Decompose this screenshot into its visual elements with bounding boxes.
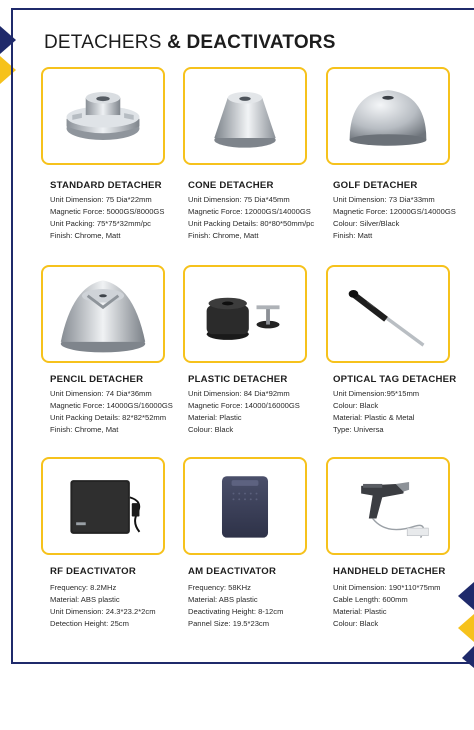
am-deactivator-image <box>183 457 307 555</box>
title-bold: DEACTIVATORS <box>186 32 336 53</box>
handheld-detacher-icon <box>328 459 448 553</box>
spec-line: Finish: Chrome, Matt <box>188 231 259 240</box>
optical-tag-detacher-specs <box>333 388 419 436</box>
optical-tag-detacher-icon <box>328 267 448 361</box>
standard-detacher-icon <box>43 69 163 163</box>
optical-tag-detacher-title: OPTICAL TAG DETACHER <box>333 374 457 385</box>
am-deactivator-title: AM DEACTIVATOR <box>188 566 277 577</box>
pencil-detacher-specs <box>50 388 173 436</box>
spec-line: Unit Packing Details: 82*82*52mm <box>50 413 167 422</box>
spec-line: Colour: Black <box>188 425 234 434</box>
spec-line: Colour: Silver/Black <box>333 219 400 228</box>
title-light: DETACHERS <box>44 32 162 53</box>
golf-detacher-icon <box>328 69 448 163</box>
cone-detacher-icon <box>185 69 305 163</box>
spec-line: Cable Length: 600mm <box>333 595 408 604</box>
cone-detacher-specs <box>188 194 314 242</box>
pencil-detacher-title: PENCIL DETACHER <box>50 374 144 385</box>
spec-line: Unit Dimension: 75 Dia*45mm <box>188 195 290 204</box>
spec-line: Finish: Matt <box>333 231 373 240</box>
spec-line: Pannel Size: 19.5*23cm <box>188 619 270 628</box>
spec-line: Frequency: 8.2MHz <box>50 583 117 592</box>
golf-detacher-image <box>326 67 450 165</box>
spec-line: Material: Plastic & Metal <box>333 413 415 422</box>
spec-line: Material: ABS plastic <box>50 595 120 604</box>
spec-line: Magnetic Force: 14000GS/16000GS <box>50 401 173 410</box>
spec-line: Material: ABS plastic <box>188 595 258 604</box>
spec-line: Type: Universa <box>333 425 384 434</box>
plastic-detacher-title: PLASTIC DETACHER <box>188 374 288 385</box>
title-ampersand: & <box>167 32 181 53</box>
rf-deactivator-icon <box>43 459 163 553</box>
spec-line: Magnetic Force: 12000GS/14000GS <box>188 207 311 216</box>
standard-detacher-specs <box>50 194 164 242</box>
plastic-detacher-specs <box>188 388 300 436</box>
handheld-detacher-image <box>326 457 450 555</box>
optical-tag-detacher-image <box>326 265 450 363</box>
rf-deactivator-title: RF DEACTIVATOR <box>50 566 136 577</box>
spec-line: Finish: Chrome, Mat <box>50 425 119 434</box>
rf-deactivator-specs <box>50 582 156 630</box>
standard-detacher-title: STANDARD DETACHER <box>50 180 162 191</box>
page-title <box>44 32 336 54</box>
golf-detacher-title: GOLF DETACHER <box>333 180 418 191</box>
plastic-detacher-image <box>183 265 307 363</box>
spec-line: Unit Packing: 75*75*32mm/pc <box>50 219 151 228</box>
spec-line: Unit Dimension:95*15mm <box>333 389 420 398</box>
spec-line: Magnetic Force: 14000/16000GS <box>188 401 300 410</box>
spec-line: Unit Dimension: 75 Dia*22mm <box>50 195 152 204</box>
spec-line: Colour: Black <box>333 619 379 628</box>
spec-line: Detection Height: 25cm <box>50 619 129 628</box>
pencil-detacher-icon <box>43 267 163 361</box>
spec-line: Finish: Chrome, Matt <box>50 231 121 240</box>
spec-line: Unit Dimension: 190*110*75mm <box>333 583 441 592</box>
spec-line: Deactivating Height: 8-12cm <box>188 607 284 616</box>
golf-detacher-specs <box>333 194 456 242</box>
spec-line: Material: Plastic <box>333 607 387 616</box>
spec-line: Unit Dimension: 24.3*23.2*2cm <box>50 607 156 616</box>
spec-line: Magnetic Force: 5000GS/8000GS <box>50 207 165 216</box>
cone-detacher-image <box>183 67 307 165</box>
spec-line: Material: Plastic <box>188 413 242 422</box>
handheld-detacher-title: HANDHELD DETACHER <box>333 566 446 577</box>
spec-line: Unit Dimension: 74 Dia*36mm <box>50 389 152 398</box>
am-deactivator-specs <box>188 582 283 630</box>
spec-line: Colour: Black <box>333 401 379 410</box>
spec-line: Unit Packing Details: 80*80*50mm/pc <box>188 219 315 228</box>
spec-line: Frequency: 58KHz <box>188 583 251 592</box>
plastic-detacher-icon <box>185 267 305 361</box>
spec-line: Magnetic Force: 12000GS/14000GS <box>333 207 456 216</box>
rf-deactivator-image <box>41 457 165 555</box>
cone-detacher-title: CONE DETACHER <box>188 180 274 191</box>
pencil-detacher-image <box>41 265 165 363</box>
am-deactivator-icon <box>185 459 305 553</box>
standard-detacher-image <box>41 67 165 165</box>
spec-line: Unit Dimension: 84 Dia*92mm <box>188 389 290 398</box>
handheld-detacher-specs <box>333 582 441 630</box>
spec-line: Unit Dimension: 73 Dia*33mm <box>333 195 435 204</box>
